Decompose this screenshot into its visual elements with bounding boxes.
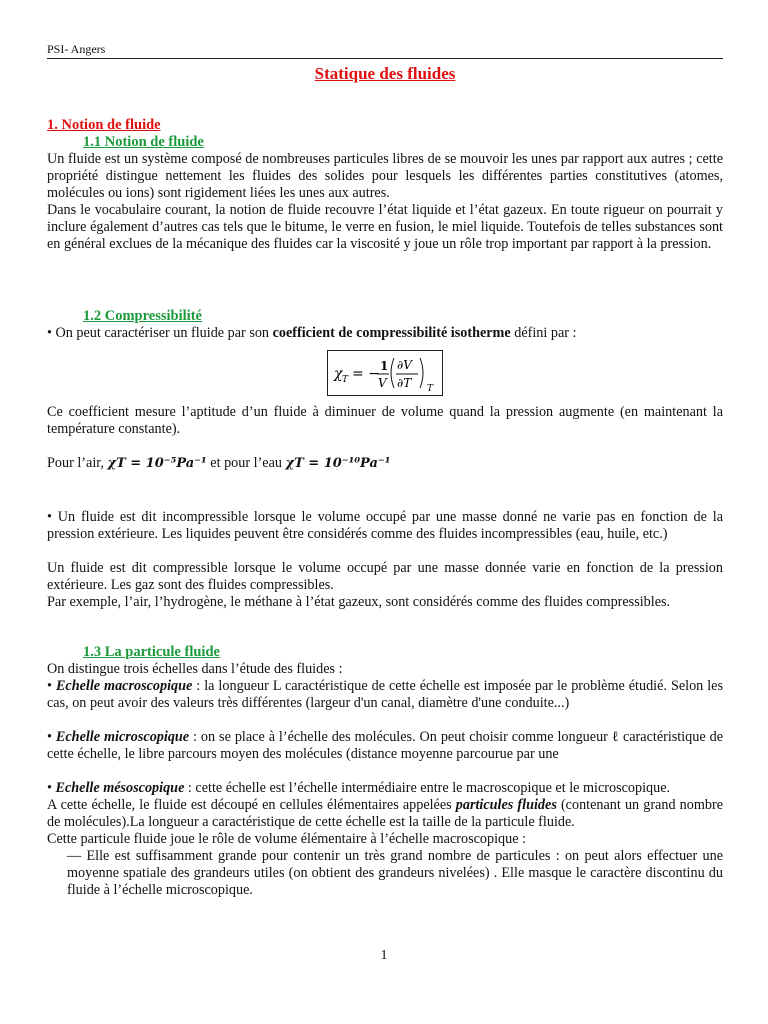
micro-label: Echelle microscopique xyxy=(55,729,190,745)
formula-lhs: χ xyxy=(334,366,343,382)
paragraph-meso-role: Cette particule fluide joue le rôle de volume élémentaire à l’échelle macroscopique : xyxy=(47,831,527,847)
paragraph-scales-intro: On distingue trois échelles dans l’étude des fluides : xyxy=(47,661,343,677)
compressibility-formula xyxy=(327,350,443,396)
paragraph-compressible-example: Par exemple, l’air, l’hydrogène, le méthane à l’état gazeux, sont considérés comme des fluides compressibles. xyxy=(47,594,671,610)
formula-svg xyxy=(330,352,440,394)
page-title: Statique des fluides xyxy=(314,64,456,83)
meso-label: Echelle mésoscopique xyxy=(55,780,185,796)
paragraph-fluid-vocabulary: Dans le vocabulaire courant, la notion de fluide recouvre l’état liquide et l’état gazeux. En toute rigueur on pourrait y inclure également d’autres cas tels que le bitume, le verre en fusion, le miel liquide. Toutefois de telles substances sont en général exclues de la mécanique des fluides car la viscosité y joue un rôle trop important par rapport à la pression. xyxy=(47,202,723,252)
subsection-1-3-heading: 1.3 La particule fluide xyxy=(83,644,220,660)
formula-frac-den: V xyxy=(378,376,387,390)
formula-deriv-sub: T xyxy=(427,384,434,394)
meso-p2-bold: particules fluides xyxy=(455,797,557,813)
paragraph-fluid-definition: Un fluide est un système composé de nombreuses particules libres de se mouvoir les unes par rapport aux autres ; cette propriété distingue nettement les fluides des solides pour lesquels les différentes parties constitutives (atomes, molécules ou ions) sont rigidement liées les unes aux autres. xyxy=(47,151,723,201)
intro-suffix: défini par : xyxy=(510,325,577,341)
micro-text: : on se place à l’échelle des molécules. On peut choisir comme longueur ℓ caractéristique de cette échelle, le libre parcours moyen des molécules (distance moyenne parcourue par une xyxy=(47,729,724,762)
formula-deriv-num: ∂V xyxy=(397,358,412,372)
water-prefix: et pour l’eau xyxy=(206,455,286,471)
intro-prefix: • On peut caractériser un fluide par son xyxy=(47,325,273,341)
paragraph-meso-cells xyxy=(47,797,723,831)
paragraph-meso-scale: • Echelle mésoscopique : cette échelle est l’échelle intermédiaire entre le macroscopique et le microscopique. xyxy=(47,780,671,796)
section-1-heading: 1. Notion de fluide xyxy=(47,117,161,133)
paragraph-air-water-values xyxy=(47,455,723,472)
macro-text: : la longueur L caractéristique de cette échelle est imposée par le problème étudié. Selon les cas, on peut avoir des valeurs très différentes (largeur d'un canal, diamètre d'une conduite...) xyxy=(47,678,723,711)
water-value: χT = 10⁻¹⁰Pa⁻¹ xyxy=(285,456,391,471)
subsection-1-1-heading: 1.1 Notion de fluide xyxy=(83,134,204,150)
paragraph-compressibility-intro xyxy=(47,325,723,342)
page-number: 1 xyxy=(380,948,388,963)
formula-frac-num: 1 xyxy=(380,359,389,373)
air-value: χT = 10⁻⁵Pa⁻¹ xyxy=(107,456,207,471)
meso-p2-suffix: (contenant un grand nombre de molécules).La longueur a caractéristique de cette échelle est la taille de la particule fluide. xyxy=(47,797,723,830)
formula-equals: = − xyxy=(352,366,380,382)
meso-p2-prefix: A cette échelle, le fluide est découpé en cellules élémentaires appelées xyxy=(47,797,456,813)
document-page xyxy=(47,42,723,899)
paragraph-meso-bullet: — Elle est suffisamment grande pour contenir un très grand nombre de particules : on peut alors effectuer une moyenne spatiale des grandeurs utiles (on obtient des grandeurs nivelées) . Elle masque le caractère discontinu du fluide à l’échelle microscopique. xyxy=(67,848,723,898)
formula-lhs-sub: T xyxy=(342,375,349,385)
page-header: PSI- Angers xyxy=(47,42,723,59)
air-prefix: Pour l’air, xyxy=(47,455,108,471)
paragraph-micro-scale: • Echelle microscopique : on se place à l’échelle des molécules. On peut choisir comme longueur ℓ caractéristique de cette échelle, le libre parcours moyen des molécules (distance moyenne parcourue par une xyxy=(47,729,724,762)
meso-text: : cette échelle est l’échelle intermédiaire entre le macroscopique et le microscopique. xyxy=(184,780,671,796)
paragraph-coefficient-meaning: Ce coefficient mesure l’aptitude d’un fluide à diminuer de volume quand la pression augmente (en maintenant la température constante). xyxy=(47,404,723,437)
intro-bold-term: coefficient de compressibilité isotherme xyxy=(272,325,511,341)
subsection-1-2-heading: 1.2 Compressibilité xyxy=(83,308,202,324)
paragraph-macro-scale: • Echelle macroscopique : la longueur L caractéristique de cette échelle est imposée par le problème étudié. Selon les cas, on peut avoir des valeurs très différentes (largeur d'un canal, diamètre d'une conduite...) xyxy=(47,678,723,711)
paragraph-compressible: Un fluide est dit compressible lorsque le volume occupé par une masse donnée varie en fonction de la pression extérieure. Les gaz sont des fluides compressibles. xyxy=(47,560,723,593)
paragraph-incompressible: • Un fluide est dit incompressible lorsque le volume occupé par une masse donné ne varie pas en fonction de la pression extérieure. Les liquides peuvent être considérés comme des fluides incompressibles (eau, huile, etc.) xyxy=(47,509,723,542)
formula-deriv-den: ∂T xyxy=(397,376,412,390)
macro-label: Echelle macroscopique xyxy=(55,678,193,694)
